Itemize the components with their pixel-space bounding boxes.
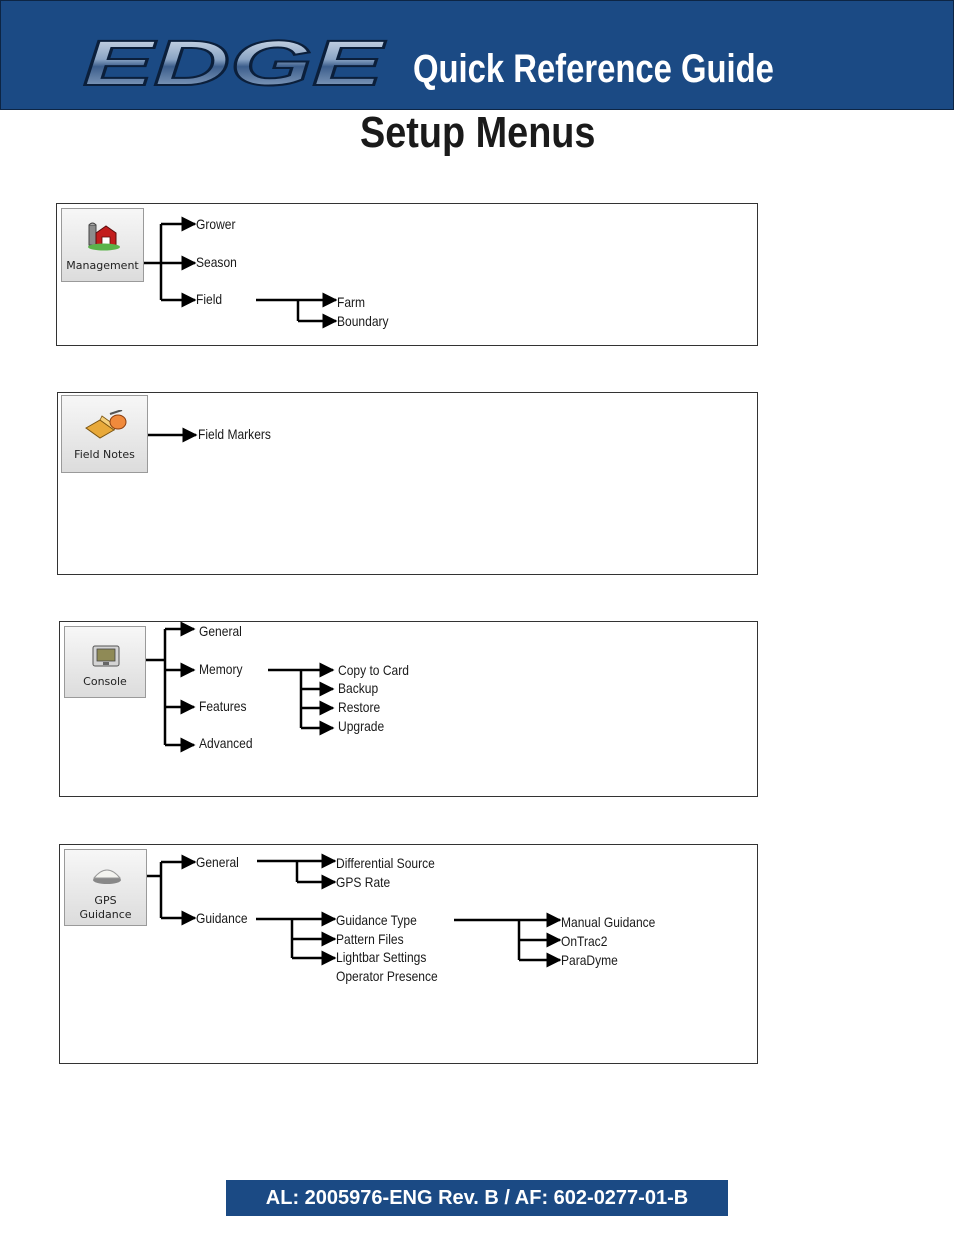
footer-doc-number: AL: 2005976-ENG Rev. B / AF: 602-0277-01-B <box>265 1187 689 1209</box>
menu-item-field[interactable]: Field <box>196 291 223 307</box>
menu-item-field-markers[interactable]: Field Markers <box>198 426 271 442</box>
menu-item-console-general[interactable]: General <box>199 623 242 639</box>
menu-item-lightbar-settings[interactable]: Lightbar Settings <box>336 949 427 965</box>
svg-text:EDGE: EDGE <box>83 33 387 93</box>
console-button-label: Console <box>83 675 127 688</box>
menu-item-pattern-files[interactable]: Pattern Files <box>336 931 404 947</box>
menu-item-guidance-type[interactable]: Guidance Type <box>336 912 417 928</box>
menu-item-manual-guidance[interactable]: Manual Guidance <box>561 914 656 930</box>
menu-item-guidance[interactable]: Guidance <box>196 910 248 926</box>
menu-item-advanced[interactable]: Advanced <box>199 735 253 751</box>
menu-item-restore[interactable]: Restore <box>338 699 381 715</box>
gps-button-label-line1: GPS <box>94 894 117 907</box>
menu-item-boundary[interactable]: Boundary <box>337 313 389 329</box>
menu-item-differential-source[interactable]: Differential Source <box>336 855 435 871</box>
menu-item-copy-to-card[interactable]: Copy to Card <box>338 662 409 678</box>
menu-item-features[interactable]: Features <box>199 698 247 714</box>
menu-item-ontrac2[interactable]: OnTrac2 <box>561 933 608 949</box>
footer-doc-number-bar <box>226 1180 728 1216</box>
menu-item-operator-presence[interactable]: Operator Presence <box>336 968 438 984</box>
menu-item-gps-general[interactable]: General <box>196 854 239 870</box>
menu-item-paradyme[interactable]: ParaDyme <box>561 952 618 968</box>
management-button-label: Management <box>66 259 139 272</box>
menu-item-grower[interactable]: Grower <box>196 216 236 232</box>
menu-item-upgrade[interactable]: Upgrade <box>338 718 385 734</box>
header-title: Quick Reference Guide <box>413 47 774 91</box>
menu-item-season[interactable]: Season <box>196 254 237 270</box>
field-notes-button-label: Field Notes <box>74 448 135 461</box>
gps-button-label-line2: Guidance <box>79 908 132 921</box>
menu-item-farm[interactable]: Farm <box>337 294 366 310</box>
menu-item-gps-rate[interactable]: GPS Rate <box>336 874 391 890</box>
menu-item-memory[interactable]: Memory <box>199 661 243 677</box>
page-title: Setup Menus <box>360 108 596 157</box>
menu-item-backup[interactable]: Backup <box>338 680 379 696</box>
